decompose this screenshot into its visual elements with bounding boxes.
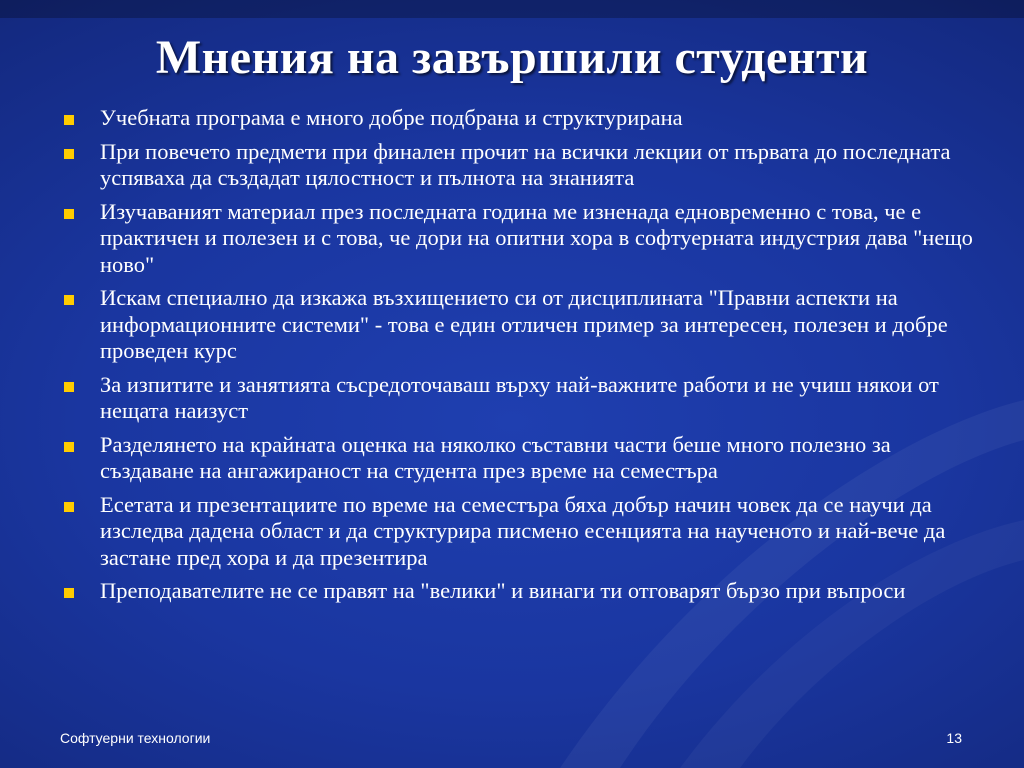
list-item [62,372,982,425]
list-item [62,105,982,132]
list-item [62,199,982,279]
bullet-text: Есетата и презентациите по време на семестъра бяха добър начин човек да се научи да изследва дадена област и да структурира писмено есенцията на наученото и най-вече да застане пред хора и да презентира [100,491,946,570]
bullet-list [62,105,982,612]
bullet-text: Изучаваният материал през последната година ме изненада едновременно с това, че е практичен и полезен и с това, че дори на опитни хора в софтуерната индустрия дава "нещо ново" [100,198,973,277]
bullet-text: За изпитите и занятията съсредоточаваш върху най-важните работи и не учиш някои от нещата наизуст [100,371,939,423]
square-bullet-icon [64,442,74,452]
square-bullet-icon [64,295,74,305]
square-bullet-icon [64,382,74,392]
square-bullet-icon [64,115,74,125]
list-item [62,432,982,485]
list-item [62,578,982,605]
list-item [62,492,982,572]
square-bullet-icon [64,209,74,219]
page-number: 13 [946,730,962,746]
bullet-text: Учебната програма е много добре подбрана и структурирана [100,105,683,130]
bullet-text: Искам специално да изкажа възхищението си от дисциплината "Правни аспекти на информационните системи" - това е един отличен пример за интересен, полезен и добре проведен курс [100,285,948,363]
slide-title: Мнения на завършили студенти [155,31,869,84]
bullet-text: При повечето предмети при финален прочит на всички лекции от първата до последната успяваха да създадат цялостност и пълнота на знанията [100,138,951,190]
list-item [62,285,982,365]
square-bullet-icon [64,502,74,512]
square-bullet-icon [64,588,74,598]
list-item [62,139,982,192]
bullet-text: Разделянето на крайната оценка на няколко съставни части беше много полезно за създаване на ангажираност на студента през време на семестъра [100,431,891,483]
footer-course-name: Софтуерни технологии [60,730,211,746]
square-bullet-icon [64,149,74,159]
bullet-text: Преподавателите не се правят на "велики" и винаги ти отговарят бързо при въпроси [100,578,906,603]
